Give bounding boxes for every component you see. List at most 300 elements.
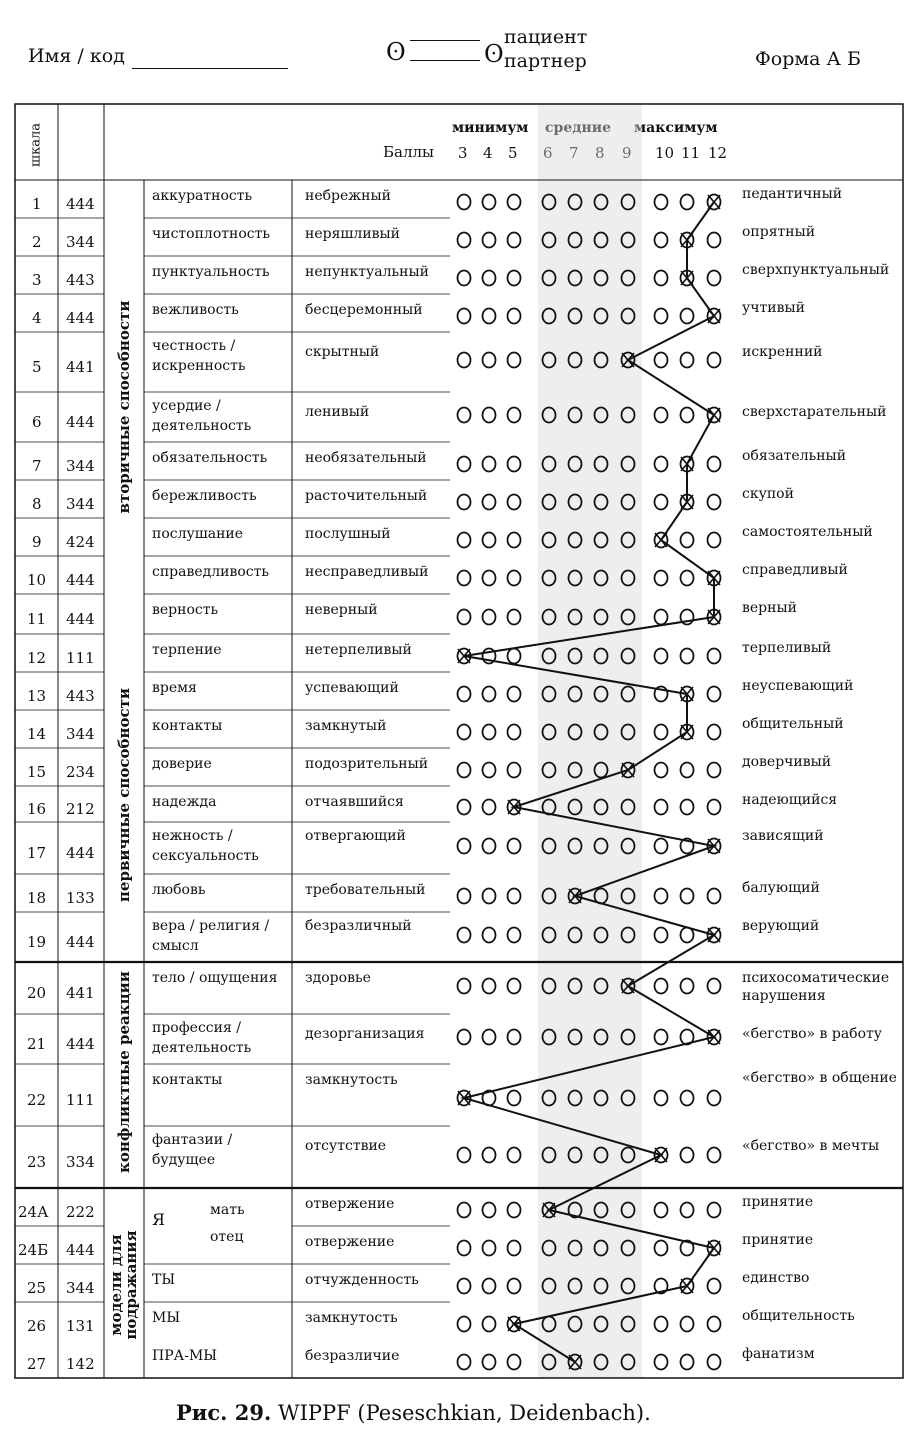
score-circle — [681, 1148, 694, 1163]
row-capability: усердие / — [152, 398, 221, 414]
row-number: 18 — [27, 889, 47, 907]
score-circle — [681, 889, 694, 904]
row-negative-pole: послушный — [305, 526, 391, 542]
score-circle — [508, 408, 521, 423]
row-positive-pole: «бегство» в общение — [742, 1070, 897, 1086]
score-circle — [681, 1091, 694, 1106]
score-circle — [681, 979, 694, 994]
row-capability: верность — [152, 602, 219, 618]
row-negative-pole: безразличный — [305, 918, 412, 934]
row-code: 443 — [66, 687, 95, 705]
score-circle — [655, 408, 668, 423]
score-circle — [483, 725, 496, 740]
score-circle — [458, 353, 471, 368]
score-circle — [458, 1279, 471, 1294]
score-circle — [483, 800, 496, 815]
score-circle — [483, 571, 496, 586]
row-code: 111 — [66, 649, 95, 667]
row-negative-pole: отвергающий — [305, 828, 406, 844]
score-circle — [483, 1203, 496, 1218]
row-positive-pole: искренний — [742, 344, 823, 360]
score-circle — [655, 457, 668, 472]
score-circle — [483, 353, 496, 368]
row-negative-pole: необязательный — [305, 450, 427, 466]
row-number: 22 — [27, 1091, 47, 1109]
score-circle — [483, 408, 496, 423]
score-circle — [508, 495, 521, 510]
score-circle — [655, 1030, 668, 1045]
score-circle — [508, 1355, 521, 1370]
row-number: 15 — [27, 763, 47, 781]
row-capability-2: смысл — [152, 938, 199, 954]
score-circle — [458, 495, 471, 510]
row-negative-pole: безразличие — [305, 1348, 400, 1364]
score-circle — [708, 800, 721, 815]
row-positive-pole: верующий — [742, 918, 820, 934]
row-number: 16 — [27, 800, 47, 818]
score-circle — [708, 889, 721, 904]
score-circle — [458, 979, 471, 994]
score-circle — [681, 763, 694, 778]
score-circle — [483, 889, 496, 904]
row-number: 24А — [18, 1203, 49, 1221]
score-circle — [655, 309, 668, 324]
row-code: 444 — [66, 309, 95, 327]
score-circle — [458, 1030, 471, 1045]
score-circle — [483, 1317, 496, 1332]
row-code: 334 — [66, 1153, 95, 1171]
score-circle — [483, 979, 496, 994]
row-code: 344 — [66, 1279, 95, 1297]
row-negative-pole: здоровье — [305, 970, 371, 986]
row-number: 7 — [32, 457, 42, 475]
score-circle — [483, 271, 496, 286]
row-code: 444 — [66, 413, 95, 431]
score-circle — [708, 353, 721, 368]
score-circle — [458, 533, 471, 548]
row-positive-pole: самостоятельный — [742, 524, 873, 540]
row-positive-pole: принятие — [742, 1194, 814, 1210]
score-circle — [681, 928, 694, 943]
score-circle — [655, 979, 668, 994]
caption-text: WIPPF (Peseschkian, Deidenbach). — [278, 1401, 651, 1425]
row-negative-pole: дезорганизация — [305, 1026, 425, 1042]
row-code: 131 — [66, 1317, 95, 1335]
score-tick: 3 — [458, 144, 468, 162]
score-circle — [458, 1355, 471, 1370]
row-capability: нежность / — [152, 828, 233, 844]
row-code: 444 — [66, 844, 95, 862]
score-circle — [681, 533, 694, 548]
row-positive-pole: надеющийся — [742, 792, 838, 808]
score-circle — [483, 763, 496, 778]
score-circle — [681, 1203, 694, 1218]
row-positive-pole: балующий — [742, 880, 820, 896]
row-number: 2 — [32, 233, 42, 251]
row-negative-pole: непунктуальный — [305, 264, 429, 280]
row-negative-pole: успевающий — [305, 680, 399, 696]
score-circle — [508, 1091, 521, 1106]
row-number: 5 — [32, 358, 42, 376]
row-capability: бережливость — [152, 488, 257, 504]
score-circle — [508, 725, 521, 740]
score-circle — [708, 763, 721, 778]
score-circle — [655, 889, 668, 904]
score-tick: 7 — [569, 144, 579, 162]
score-circle — [655, 571, 668, 586]
score-circle — [483, 1355, 496, 1370]
scale-col-header: шкала — [28, 123, 44, 167]
score-tick: 10 — [655, 144, 675, 162]
score-circle — [655, 649, 668, 664]
row-code: 444 — [66, 571, 95, 589]
score-circle — [483, 1241, 496, 1256]
row-positive-pole: педантичный — [742, 186, 843, 202]
score-circle — [708, 725, 721, 740]
partner-label: партнер — [504, 50, 587, 72]
row-capability: ТЫ — [152, 1272, 176, 1288]
row-negative-pole: скрытный — [305, 344, 380, 360]
row-capability: надежда — [152, 794, 217, 810]
score-circle — [508, 1203, 521, 1218]
row-code: 444 — [66, 1035, 95, 1053]
score-circle — [708, 1148, 721, 1163]
score-circle — [508, 839, 521, 854]
score-circle — [681, 353, 694, 368]
row-number: 24Б — [18, 1241, 49, 1259]
row-number: 21 — [27, 1035, 47, 1053]
row-number: 9 — [32, 533, 42, 551]
row-negative-pole: отсутствие — [305, 1138, 387, 1154]
row-negative-pole: бесцеремонный — [305, 302, 423, 318]
score-circle — [508, 928, 521, 943]
scores-label: Баллы — [383, 143, 434, 161]
score-circle — [508, 533, 521, 548]
score-circle — [458, 725, 471, 740]
score-circle — [458, 195, 471, 210]
row-number: 17 — [27, 844, 47, 862]
row-code: 444 — [66, 195, 95, 213]
row-sub-label: отец — [210, 1229, 244, 1245]
row-positive-pole: сверхпунктуальный — [742, 262, 890, 278]
score-circle — [655, 271, 668, 286]
partner-symbol: ʘ — [484, 40, 504, 68]
score-circle — [655, 800, 668, 815]
score-circle — [508, 1030, 521, 1045]
score-circle — [508, 571, 521, 586]
row-number: 8 — [32, 495, 42, 513]
row-code: 344 — [66, 495, 95, 513]
max-label: максимум — [634, 120, 718, 136]
min-label: минимум — [452, 120, 529, 136]
row-code: 222 — [66, 1203, 95, 1221]
score-circle — [483, 533, 496, 548]
row-capability: тело / ощущения — [152, 970, 278, 986]
score-circle — [655, 233, 668, 248]
score-circle — [458, 309, 471, 324]
row-number: 13 — [27, 687, 47, 705]
score-tick: 9 — [622, 144, 632, 162]
score-circle — [708, 649, 721, 664]
score-circle — [508, 979, 521, 994]
row-code: 444 — [66, 1241, 95, 1259]
score-circle — [655, 1203, 668, 1218]
row-number: 20 — [27, 984, 47, 1002]
row-capability: доверие — [152, 756, 212, 772]
row-positive-pole: общительность — [742, 1308, 855, 1324]
row-positive-pole-2: нарушения — [742, 988, 826, 1004]
score-circle — [708, 979, 721, 994]
name-label: Имя / код — [28, 45, 125, 67]
row-negative-pole: ленивый — [305, 404, 370, 420]
score-circle — [655, 195, 668, 210]
score-circle — [483, 1279, 496, 1294]
score-circle — [508, 649, 521, 664]
row-capability: фантазии / — [152, 1132, 233, 1148]
row-code: 441 — [66, 984, 95, 1002]
row-number: 23 — [27, 1153, 47, 1171]
score-circle — [508, 610, 521, 625]
score-circle — [655, 353, 668, 368]
row-capability: пунктуальность — [152, 264, 270, 280]
row-number: 3 — [32, 271, 42, 289]
row-capability-2: будущее — [152, 1152, 216, 1168]
row-capability: вера / религия / — [152, 918, 270, 934]
row-capability: контакты — [152, 718, 223, 734]
row-negative-pole: замкнутость — [305, 1310, 398, 1326]
row-capability-2: сексуальность — [152, 848, 259, 864]
row-number: 6 — [32, 413, 42, 431]
score-tick: 4 — [483, 144, 493, 162]
patient-symbol: ʘ — [386, 38, 406, 66]
score-circle — [681, 800, 694, 815]
row-code: 111 — [66, 1091, 95, 1109]
row-capability: МЫ — [152, 1310, 181, 1326]
row-negative-pole: требовательный — [305, 882, 426, 898]
row-negative-pole: отвержение — [305, 1234, 395, 1250]
score-circle — [708, 495, 721, 510]
score-circle — [458, 1203, 471, 1218]
row-negative-pole: неряшливый — [305, 226, 401, 242]
score-circle — [681, 1355, 694, 1370]
row-capability: ПРА-МЫ — [152, 1348, 218, 1364]
score-circle — [655, 495, 668, 510]
row-number: 4 — [32, 309, 42, 327]
score-circle — [508, 195, 521, 210]
figure-caption — [176, 1400, 651, 1425]
score-circle — [508, 889, 521, 904]
score-circle — [655, 725, 668, 740]
score-circle — [483, 233, 496, 248]
row-number: 25 — [27, 1279, 47, 1297]
row-code: 212 — [66, 800, 95, 818]
row-positive-pole: фанатизм — [742, 1346, 815, 1362]
row-capability-2: искренность — [152, 358, 246, 374]
row-capability: вежливость — [152, 302, 239, 318]
row-positive-pole: «бегство» в мечты — [742, 1138, 880, 1154]
row-capability: время — [152, 680, 197, 696]
score-circle — [483, 1030, 496, 1045]
score-circle — [655, 1241, 668, 1256]
score-circle — [655, 1355, 668, 1370]
score-circle — [655, 763, 668, 778]
row-code: 344 — [66, 725, 95, 743]
score-circle — [458, 610, 471, 625]
score-circle — [508, 353, 521, 368]
row-positive-pole: зависящий — [742, 828, 824, 844]
row-negative-pole: замкнутость — [305, 1072, 398, 1088]
row-capability: Я — [152, 1210, 165, 1229]
row-code: 344 — [66, 457, 95, 475]
score-circle — [655, 1317, 668, 1332]
score-circle — [681, 571, 694, 586]
score-circle — [681, 408, 694, 423]
score-circle — [483, 1148, 496, 1163]
score-circle — [458, 408, 471, 423]
score-circle — [708, 1203, 721, 1218]
row-positive-pole: скупой — [742, 486, 794, 502]
row-number: 1 — [32, 195, 42, 213]
row-capability-2: деятельность — [152, 418, 252, 434]
score-circle — [708, 233, 721, 248]
score-circle — [708, 533, 721, 548]
score-circle — [655, 928, 668, 943]
row-capability: терпение — [152, 642, 222, 658]
score-circle — [508, 309, 521, 324]
row-number: 12 — [27, 649, 47, 667]
row-negative-pole: расточительный — [305, 488, 428, 504]
row-positive-pole: верный — [742, 600, 797, 616]
score-circle — [458, 271, 471, 286]
score-tick: 8 — [595, 144, 605, 162]
row-negative-pole: отчужденность — [305, 1272, 419, 1288]
row-negative-pole: несправедливый — [305, 564, 429, 580]
row-sub-label: мать — [210, 1202, 245, 1218]
row-code: 441 — [66, 358, 95, 376]
row-code: 443 — [66, 271, 95, 289]
row-positive-pole: терпеливый — [742, 640, 832, 656]
patient-label: пациент — [504, 26, 588, 48]
row-capability: любовь — [152, 882, 206, 898]
form-label: Форма А Б — [755, 48, 861, 70]
score-circle — [458, 687, 471, 702]
row-negative-pole: отвержение — [305, 1196, 395, 1212]
score-circle — [458, 233, 471, 248]
score-tick: 11 — [681, 144, 701, 162]
row-capability: обязательность — [152, 450, 268, 466]
group-secondary: вторичные способности — [115, 300, 133, 514]
row-code: 142 — [66, 1355, 95, 1373]
score-circle — [708, 1279, 721, 1294]
score-tick: 6 — [543, 144, 553, 162]
row-number: 10 — [27, 571, 47, 589]
row-capability: честность / — [152, 338, 236, 354]
row-capability: чистоплотность — [152, 226, 270, 242]
score-circle — [483, 687, 496, 702]
row-positive-pole: неуспевающий — [742, 678, 854, 694]
row-positive-pole: общительный — [742, 716, 844, 732]
score-circle — [508, 1279, 521, 1294]
row-positive-pole: обязательный — [742, 448, 847, 464]
row-number: 14 — [27, 725, 47, 743]
score-circle — [708, 687, 721, 702]
score-circle — [708, 1091, 721, 1106]
row-capability: послушание — [152, 526, 244, 542]
row-code: 444 — [66, 933, 95, 951]
row-capability: профессия / — [152, 1020, 241, 1036]
group-conflict: конфликтные реакции — [115, 971, 133, 1173]
row-positive-pole: психосоматические — [742, 970, 890, 986]
row-positive-pole: учтивый — [742, 300, 805, 316]
row-positive-pole: «бегство» в работу — [742, 1026, 883, 1042]
row-negative-pole: замкнутый — [305, 718, 387, 734]
score-circle — [681, 309, 694, 324]
row-negative-pole: отчаявшийся — [305, 794, 404, 810]
row-positive-pole: доверчивый — [742, 754, 832, 770]
row-code: 133 — [66, 889, 95, 907]
row-capability: контакты — [152, 1072, 223, 1088]
score-circle — [483, 928, 496, 943]
score-circle — [655, 610, 668, 625]
score-circle — [681, 195, 694, 210]
score-circle — [458, 928, 471, 943]
score-circle — [655, 839, 668, 854]
row-code: 424 — [66, 533, 95, 551]
score-circle — [508, 763, 521, 778]
score-circle — [458, 1241, 471, 1256]
score-circle — [508, 687, 521, 702]
group-models: модели для подражания — [107, 1230, 140, 1340]
score-circle — [681, 1317, 694, 1332]
score-circle — [458, 457, 471, 472]
row-positive-pole: справедливый — [742, 562, 848, 578]
score-circle — [458, 763, 471, 778]
score-circle — [483, 195, 496, 210]
row-code: 234 — [66, 763, 95, 781]
row-positive-pole: принятие — [742, 1232, 814, 1248]
score-circle — [483, 839, 496, 854]
row-positive-pole: единство — [742, 1270, 810, 1286]
score-circle — [655, 1091, 668, 1106]
score-circle — [708, 271, 721, 286]
row-number: 26 — [27, 1317, 47, 1335]
score-circle — [508, 271, 521, 286]
score-circle — [508, 233, 521, 248]
score-circle — [708, 1355, 721, 1370]
row-capability: справедливость — [152, 564, 270, 580]
score-circle — [458, 839, 471, 854]
row-negative-pole: подозрительный — [305, 756, 429, 772]
row-number: 27 — [27, 1355, 47, 1373]
row-positive-pole: опрятный — [742, 224, 816, 240]
row-number: 11 — [27, 610, 47, 628]
score-circle — [458, 571, 471, 586]
score-circle — [483, 495, 496, 510]
row-negative-pole: нетерпеливый — [305, 642, 412, 658]
row-capability-2: деятельность — [152, 1040, 252, 1056]
score-circle — [458, 1148, 471, 1163]
mid-label: средние — [545, 120, 612, 136]
score-circle — [508, 457, 521, 472]
row-code: 344 — [66, 233, 95, 251]
score-circle — [483, 457, 496, 472]
score-tick: 5 — [508, 144, 518, 162]
score-circle — [508, 1241, 521, 1256]
group-primary: первичные способности — [115, 687, 133, 903]
row-capability: аккуратность — [152, 188, 253, 204]
row-code: 444 — [66, 610, 95, 628]
row-negative-pole: неверный — [305, 602, 378, 618]
